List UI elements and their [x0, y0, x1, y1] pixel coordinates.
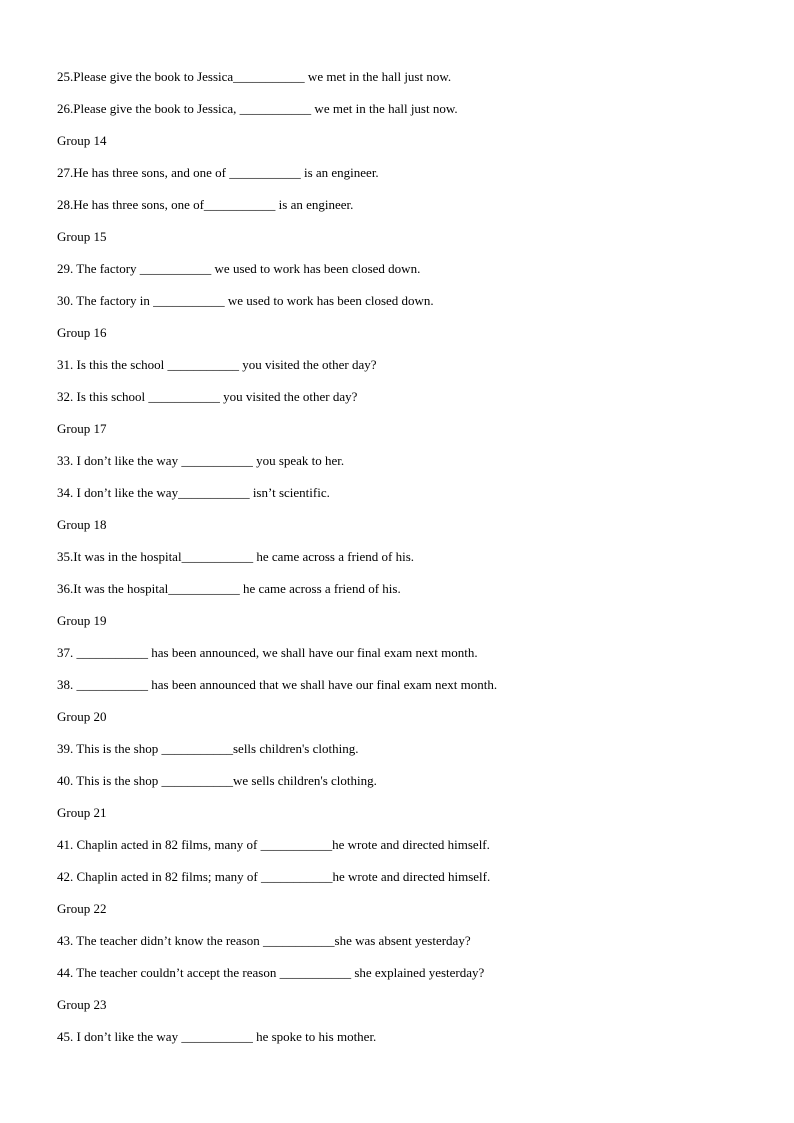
question-26: 26.Please give the book to Jessica, ___________ we met in the hall just now.	[57, 101, 458, 116]
question-40: 40. This is the shop ___________we sells children's clothing.	[57, 773, 377, 788]
question-44: 44. The teacher couldn’t accept the reason ___________ she explained yesterday?	[57, 965, 485, 980]
group-19-heading: Group 19	[57, 613, 107, 628]
group-15-heading: Group 15	[57, 229, 107, 244]
question-31: 31. Is this the school ___________ you visited the other day?	[57, 357, 377, 372]
question-37: 37. ___________ has been announced, we shall have our final exam next month.	[57, 645, 478, 660]
question-42: 42. Chaplin acted in 82 films; many of ___________he wrote and directed himself.	[57, 869, 491, 884]
question-30: 30. The factory in ___________ we used to work has been closed down.	[57, 293, 434, 308]
question-43: 43. The teacher didn’t know the reason ___________she was absent yesterday?	[57, 933, 471, 948]
question-33: 33. I don’t like the way ___________ you speak to her.	[57, 453, 345, 468]
question-27: 27.He has three sons, and one of ___________ is an engineer.	[57, 165, 379, 180]
group-23-heading: Group 23	[57, 997, 107, 1012]
group-14-heading: Group 14	[57, 133, 107, 148]
question-32: 32. Is this school ___________ you visited the other day?	[57, 389, 358, 404]
group-18-heading: Group 18	[57, 517, 107, 532]
question-29: 29. The factory ___________ we used to work has been closed down.	[57, 261, 421, 276]
question-41: 41. Chaplin acted in 82 films, many of ___________he wrote and directed himself.	[57, 837, 490, 852]
question-39: 39. This is the shop ___________sells children's clothing.	[57, 741, 359, 756]
question-34: 34. I don’t like the way___________ isn’t scientific.	[57, 485, 330, 500]
group-22-heading: Group 22	[57, 901, 107, 916]
group-17-heading: Group 17	[57, 421, 107, 436]
group-21-heading: Group 21	[57, 805, 107, 820]
question-36: 36.It was the hospital___________ he came across a friend of his.	[57, 581, 401, 596]
question-28: 28.He has three sons, one of___________ is an engineer.	[57, 197, 354, 212]
question-35: 35.It was in the hospital___________ he came across a friend of his.	[57, 549, 415, 564]
group-20-heading: Group 20	[57, 709, 107, 724]
question-25: 25.Please give the book to Jessica___________ we met in the hall just now.	[57, 69, 452, 84]
question-45: 45. I don’t like the way ___________ he spoke to his mother.	[57, 1029, 377, 1044]
worksheet-page	[57, 67, 757, 1059]
group-16-heading: Group 16	[57, 325, 107, 340]
question-38: 38. ___________ has been announced that we shall have our final exam next month.	[57, 677, 498, 692]
